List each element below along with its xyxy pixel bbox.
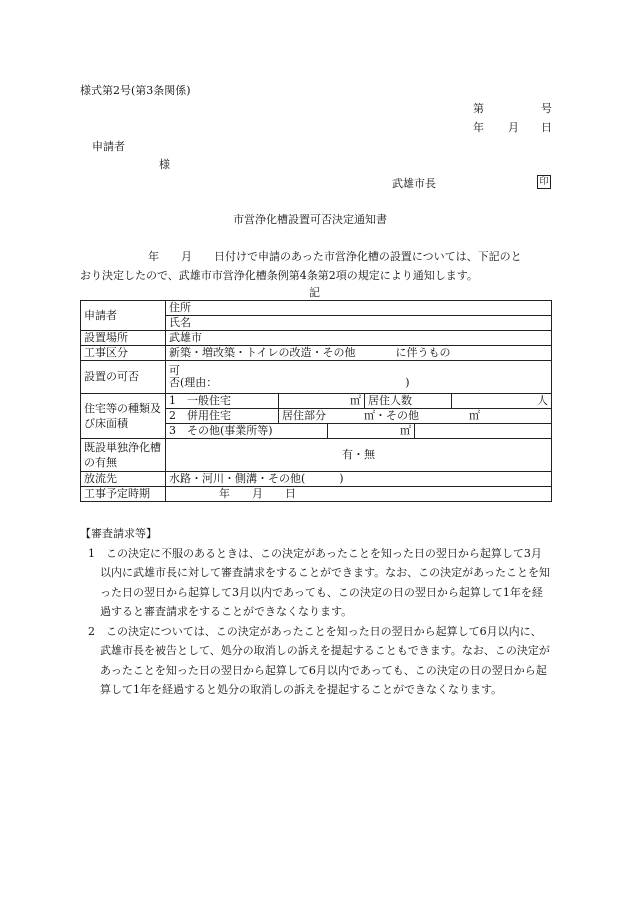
- issuer: 武雄市長: [392, 177, 436, 190]
- honorific: 様: [159, 158, 170, 171]
- existing-tank-label-cell: 既設単独浄化槽の有無: [81, 439, 166, 472]
- address-cell: 住所: [166, 301, 552, 316]
- housing-type-1: 1 一般住宅: [166, 394, 279, 408]
- intro-month: 月: [181, 250, 192, 263]
- location-label-cell: 設置場所: [81, 331, 166, 346]
- document-title: 市営浄化槽設置可否決定通知書: [233, 213, 387, 226]
- form-table: [80, 300, 552, 502]
- other-portion-unit: ㎡: [469, 409, 480, 422]
- approval-no: 否(理由：: [169, 376, 218, 389]
- discharge-label-cell: 放流先: [81, 472, 166, 487]
- schedule-month: 月: [252, 487, 263, 500]
- note-item-1: 1 この決定に不服のあるときは、この決定があったことを知った日の翌日から起算して3月以内に武雄市長に対して審査請求をすることができます。なお、この決定があったことを知った日の翌日から起算して3月以内であっても、この決定の日の翌日から起算して1年を経過すると審査請求をすることができなくなります。: [88, 546, 551, 618]
- work-type-suffix: に伴うもの: [395, 346, 451, 359]
- discharge-value-cell: [166, 472, 552, 487]
- location-value-cell: 武雄市: [166, 331, 552, 346]
- housing-row-2: [166, 409, 552, 424]
- notes-heading: 【審査請求等】: [80, 527, 157, 540]
- approval-no-line: [169, 377, 548, 389]
- housing-area-unit-1: ㎡: [279, 394, 365, 408]
- housing-row-2-detail: [279, 409, 552, 423]
- approval-label-cell: 設置の可否: [81, 361, 166, 394]
- name-cell: 氏名: [166, 316, 552, 331]
- work-type-value-cell: [166, 346, 552, 361]
- residential-portion-label: 居住部分: [282, 409, 326, 422]
- applicant-label-cell: 申請者: [81, 301, 166, 331]
- doc-no-suffix: 号: [541, 102, 552, 115]
- work-type-options: 新築・増改築・トイレの改造・その他: [169, 346, 356, 359]
- doc-no-prefix: 第: [473, 102, 484, 115]
- intro-line-1: [80, 247, 552, 266]
- housing-label-cell: 住宅等の種類及び床面積: [81, 394, 166, 439]
- discharge-options: 水路・河川・側溝・その他(: [169, 472, 306, 485]
- residents-unit: 人: [537, 394, 548, 407]
- existing-tank-value-cell: 有・無: [166, 439, 552, 472]
- residents-label: 居住人数: [365, 394, 452, 408]
- approval-close: ): [405, 376, 410, 389]
- date-year: 年: [473, 121, 484, 134]
- housing-area-unit-3: ㎡: [328, 424, 415, 438]
- intro-line-2: おり決定したので、武雄市市営浄化槽条例第4条第2項の規定により通知します。: [80, 269, 478, 282]
- seal-box: 印: [537, 175, 551, 189]
- appeal-notes: [80, 524, 552, 700]
- housing-row-3: [166, 424, 552, 439]
- form-number: 様式第2号(第3条関係): [80, 84, 191, 97]
- schedule-label-cell: 工事予定時期: [81, 487, 166, 502]
- schedule-day: 日: [285, 487, 296, 500]
- note-item-2: 2 この決定については、この決定があったことを知った日の翌日から起算して6月以内に、武雄市長を被告として、処分の取消しの訴えを提起することもできます。なお、この決定があったことを知った日の翌日から起算して6月以内であっても、この決定の日の翌日から起算して1年を経過すると処分の取消しの訴えを提起することができなくなります。: [88, 624, 550, 696]
- residential-unit: ㎡: [364, 409, 375, 422]
- ki-mark: 記: [309, 286, 320, 299]
- schedule-year: 年: [219, 487, 230, 500]
- schedule-value-cell: [166, 487, 552, 502]
- housing-row-1: [166, 394, 552, 409]
- intro-line-1-text: 日付けで申請のあった市営浄化槽の設置については、下記のと: [214, 250, 522, 263]
- discharge-close: ): [339, 472, 344, 485]
- housing-row-3-blank: [415, 424, 552, 438]
- housing-type-2: 2 併用住宅: [166, 409, 279, 423]
- other-portion-label: ・その他: [375, 409, 419, 422]
- approval-yes: 可: [169, 364, 180, 377]
- applicant-heading: 申請者: [92, 140, 125, 153]
- approval-value-cell: [166, 361, 552, 394]
- date-day: 日: [541, 121, 552, 134]
- date-month: 月: [508, 121, 519, 134]
- work-type-label-cell: 工事区分: [81, 346, 166, 361]
- intro-year: 年: [148, 250, 159, 263]
- housing-type-3: 3 その他(事業所等): [166, 424, 328, 438]
- intro-paragraph: [80, 247, 552, 285]
